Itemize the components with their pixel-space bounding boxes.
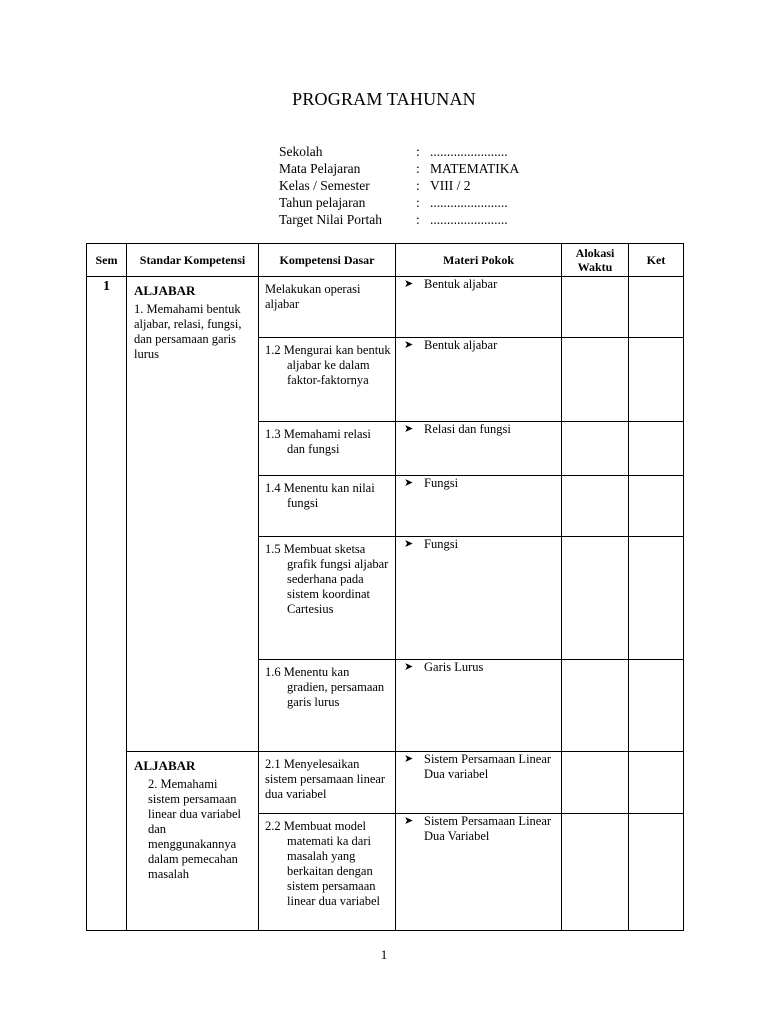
arrow-bullet-icon: ➤ bbox=[404, 477, 414, 489]
info-colon: : bbox=[416, 178, 420, 193]
standar-description: 2. Memahami sistem persamaan linear dua variabel dan menggunakannya dalam pemecahan masalah bbox=[148, 777, 242, 881]
table-row bbox=[87, 277, 684, 338]
standar-description: 1. Memahami bentuk aljabar, relasi, fungsi, dan persamaan garis lurus bbox=[134, 302, 242, 361]
materi-pokok-cell bbox=[396, 338, 562, 422]
alokasi-waktu-cell bbox=[562, 537, 629, 660]
materi-pokok-cell bbox=[396, 476, 562, 537]
alokasi-waktu-cell bbox=[562, 277, 629, 338]
info-colon: : bbox=[416, 195, 420, 210]
materi-pokok-text: Fungsi bbox=[424, 537, 459, 551]
kompetensi-dasar-cell bbox=[259, 814, 396, 931]
kompetensi-dasar-cell bbox=[259, 537, 396, 660]
table-header-row bbox=[87, 244, 684, 277]
info-label: Tahun pelajaran bbox=[279, 195, 366, 210]
program-table bbox=[86, 243, 684, 931]
info-label: Mata Pelajaran bbox=[279, 161, 361, 176]
alokasi-waktu-cell bbox=[562, 422, 629, 476]
materi-pokok-text: Relasi dan fungsi bbox=[424, 422, 511, 436]
info-value: ....................... bbox=[430, 195, 508, 210]
kompetensi-dasar-text: 1.3 Memahami relasi dan fungsi bbox=[265, 427, 371, 456]
standar-kompetensi-cell bbox=[127, 752, 259, 931]
ket-cell bbox=[629, 660, 684, 752]
kompetensi-dasar-text: 1.4 Menentu kan nilai fungsi bbox=[265, 481, 375, 510]
materi-pokok-cell bbox=[396, 277, 562, 338]
kompetensi-dasar-text: Melakukan operasi aljabar bbox=[265, 282, 361, 311]
info-colon: : bbox=[416, 144, 420, 159]
kompetensi-dasar-cell bbox=[259, 277, 396, 338]
info-value: ....................... bbox=[430, 144, 508, 159]
arrow-bullet-icon: ➤ bbox=[404, 339, 414, 351]
page-number: 1 bbox=[380, 947, 388, 962]
info-row-tahun-pelajaran bbox=[279, 194, 519, 211]
ket-cell bbox=[629, 277, 684, 338]
alokasi-waktu-cell bbox=[562, 338, 629, 422]
info-label: Sekolah bbox=[279, 144, 323, 159]
info-row-mata-pelajaran bbox=[279, 160, 519, 177]
info-block bbox=[279, 143, 519, 228]
kompetensi-dasar-cell bbox=[259, 752, 396, 814]
table-row bbox=[87, 752, 684, 814]
arrow-bullet-icon: ➤ bbox=[404, 815, 414, 827]
arrow-bullet-icon: ➤ bbox=[404, 538, 414, 550]
info-value: MATEMATIKA bbox=[430, 161, 520, 176]
ket-cell bbox=[629, 537, 684, 660]
kompetensi-dasar-text: 2.2 Membuat model matemati ka dari masalah yang berkaitan dengan sistem persamaan linear dua variabel bbox=[265, 819, 381, 908]
alokasi-waktu-cell bbox=[562, 660, 629, 752]
standar-title: ALJABAR bbox=[134, 758, 196, 773]
info-row-target-nilai bbox=[279, 211, 519, 228]
arrow-bullet-icon: ➤ bbox=[404, 753, 414, 765]
sem-cell: 1 bbox=[87, 277, 127, 931]
alokasi-waktu-cell bbox=[562, 752, 629, 814]
materi-pokok-cell bbox=[396, 752, 562, 814]
kompetensi-dasar-text: 1.2 Mengurai kan bentuk aljabar ke dalam faktor-faktornya bbox=[265, 343, 391, 387]
materi-pokok-cell bbox=[396, 422, 562, 476]
ket-cell bbox=[629, 476, 684, 537]
kompetensi-dasar-text: 1.6 Menentu kan gradien, persamaan garis lurus bbox=[265, 665, 385, 709]
materi-pokok-text: Bentuk aljabar bbox=[424, 338, 498, 352]
arrow-bullet-icon: ➤ bbox=[404, 278, 414, 290]
kompetensi-dasar-cell bbox=[259, 422, 396, 476]
header-sem: Sem bbox=[87, 244, 127, 277]
info-value: VIII / 2 bbox=[430, 178, 471, 193]
header-ket: Ket bbox=[629, 244, 684, 277]
materi-pokok-cell bbox=[396, 660, 562, 752]
ket-cell bbox=[629, 422, 684, 476]
arrow-bullet-icon: ➤ bbox=[404, 423, 414, 435]
kompetensi-dasar-text: 1.5 Membuat sketsa grafik fungsi aljabar sederhana pada sistem koordinat Cartesius bbox=[265, 542, 389, 616]
kompetensi-dasar-cell bbox=[259, 476, 396, 537]
alokasi-waktu-cell bbox=[562, 476, 629, 537]
arrow-bullet-icon: ➤ bbox=[404, 661, 414, 673]
info-colon: : bbox=[416, 212, 420, 227]
materi-pokok-cell bbox=[396, 814, 562, 931]
standar-kompetensi-cell bbox=[127, 277, 259, 752]
info-colon: : bbox=[416, 161, 420, 176]
kompetensi-dasar-cell bbox=[259, 338, 396, 422]
info-row-sekolah bbox=[279, 143, 519, 160]
standar-title: ALJABAR bbox=[134, 283, 196, 298]
materi-pokok-text: Sistem Persamaan Linear Dua variabel bbox=[424, 752, 552, 781]
alokasi-waktu-cell bbox=[562, 814, 629, 931]
header-kompetensi-dasar: Kompetensi Dasar bbox=[259, 244, 396, 277]
kompetensi-dasar-text: 2.1 Menyelesaikan sistem persamaan linear dua variabel bbox=[265, 757, 386, 801]
header-materi-pokok: Materi Pokok bbox=[396, 244, 562, 277]
page-title: PROGRAM TAHUNAN bbox=[292, 89, 476, 109]
info-label: Target Nilai Portah bbox=[279, 212, 383, 227]
ket-cell bbox=[629, 338, 684, 422]
ket-cell bbox=[629, 752, 684, 814]
materi-pokok-text: Garis Lurus bbox=[424, 660, 484, 674]
header-standar-kompetensi: Standar Kompetensi bbox=[127, 244, 259, 277]
materi-pokok-text: Fungsi bbox=[424, 476, 459, 490]
materi-pokok-text: Sistem Persamaan Linear Dua Variabel bbox=[424, 814, 552, 843]
info-row-kelas-semester bbox=[279, 177, 519, 194]
header-alokasi-waktu: Alokasi Waktu bbox=[562, 244, 629, 277]
kompetensi-dasar-cell bbox=[259, 660, 396, 752]
ket-cell bbox=[629, 814, 684, 931]
materi-pokok-text: Bentuk aljabar bbox=[424, 277, 498, 291]
info-label: Kelas / Semester bbox=[279, 178, 370, 193]
materi-pokok-cell bbox=[396, 537, 562, 660]
info-value: ....................... bbox=[430, 212, 508, 227]
